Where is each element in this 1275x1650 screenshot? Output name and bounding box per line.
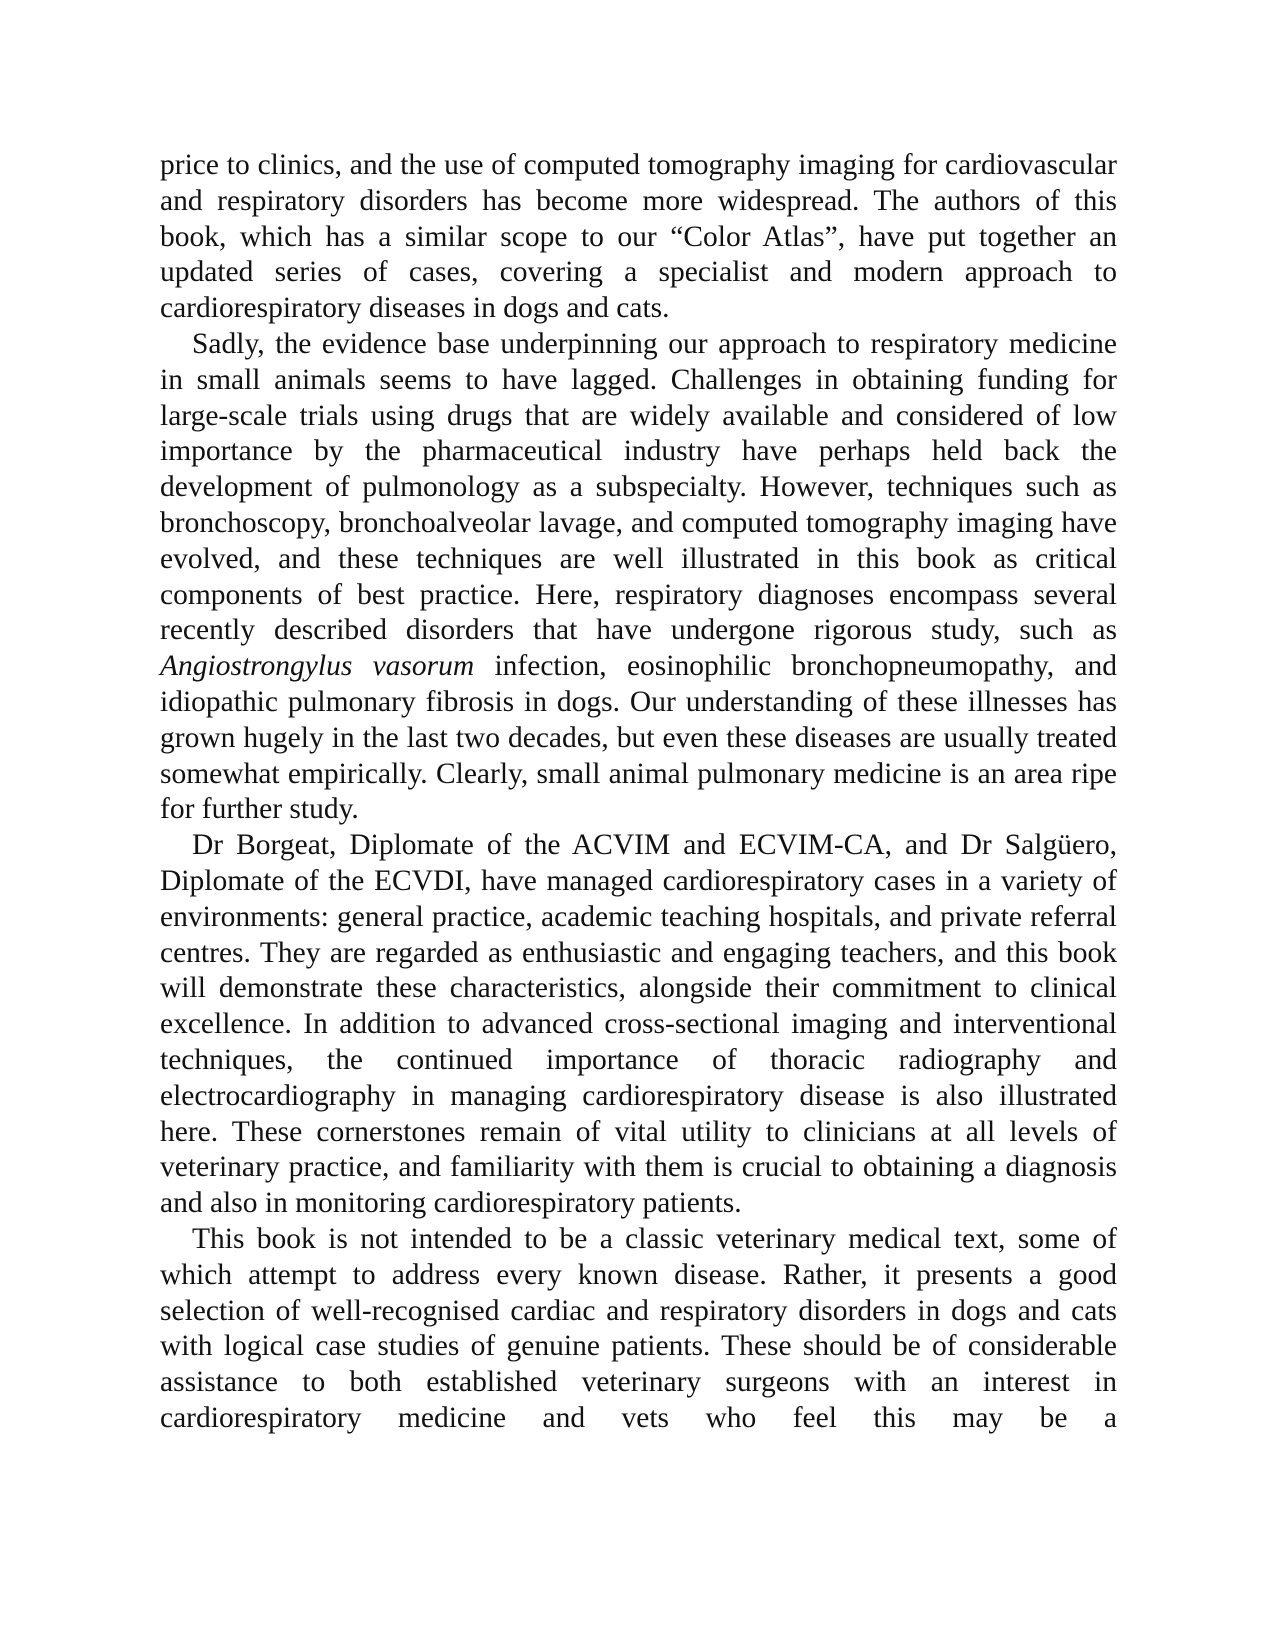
paragraph-3: Dr Borgeat, Diplomate of the ACVIM and ECVIM-CA, and Dr Salgüero, Diplomate of the ECVDI, have managed cardiorespiratory cases in a variety of environments: general practice, academic teaching hospitals, and private referral centres. They are regarded as enthusiastic and engaging teachers, and this book will demonstrate these characteristics, alongside their commitment to clinical excellence. In addition to advanced cross-sectional imaging and interventional techniques, the continued importance of thoracic radiography and electrocardiography in managing cardiorespiratory disease is also illustrated here. These cornerstones remain of vital utility to clinicians at all levels of veterinary practice, and familiarity with them is crucial to obtaining a diagnosis and also in monitoring cardiorespiratory patients. — [160, 829, 1117, 1220]
paragraph-2 — [160, 327, 1117, 828]
paragraph-2-text-b: infection, eosinophilic bronchopneumopathy, and idiopathic pulmonary fibrosis in dogs. Our understanding of these illnesses has grown hugely in the last two decades, but even these diseases are usually treated somewhat empirically. Clearly, small animal pulmonary medicine is an area ripe for further study. — [160, 650, 1117, 826]
paragraph-4: This book is not intended to be a classic veterinary medical text, some of which attempt to address every known disease. Rather, it presents a good selection of well-recognised cardiac and respiratory disorders in dogs and cats with logical case studies of genuine patients. These should be of considerable assistance to both established veterinary surgeons with an interest in cardiorespiratory medicine and vets who feel this may be a — [160, 1222, 1117, 1434]
paragraph-2-text-a: Sadly, the evidence base underpinning our approach to respiratory medicine in small animals seems to have lagged. Challenges in obtaining funding for large-scale trials using drugs that are widely available and considered of low importance by the pharmaceutical industry have perhaps held back the development of pulmonology as a subspecialty. However, techniques such as bronchoscopy, bronchoalveolar lavage, and computed tomography imaging have evolved, and these techniques are well illustrated in this book as critical components of best practice. Here, respiratory diagnoses encompass several recently described disorders that have undergone rigorous study, such as — [160, 327, 1117, 647]
page-body — [160, 148, 1117, 1437]
species-name-italic: Angiostrongylus vasorum — [160, 650, 475, 683]
paragraph-1: price to clinics, and the use of computed tomography imaging for cardiovascular and respiratory disorders has become more widespread. The authors of this book, which has a similar scope to our “Color Atlas”, have put together an updated series of cases, covering a specialist and modern approach to cardiorespiratory diseases in dogs and cats. — [160, 149, 1117, 325]
